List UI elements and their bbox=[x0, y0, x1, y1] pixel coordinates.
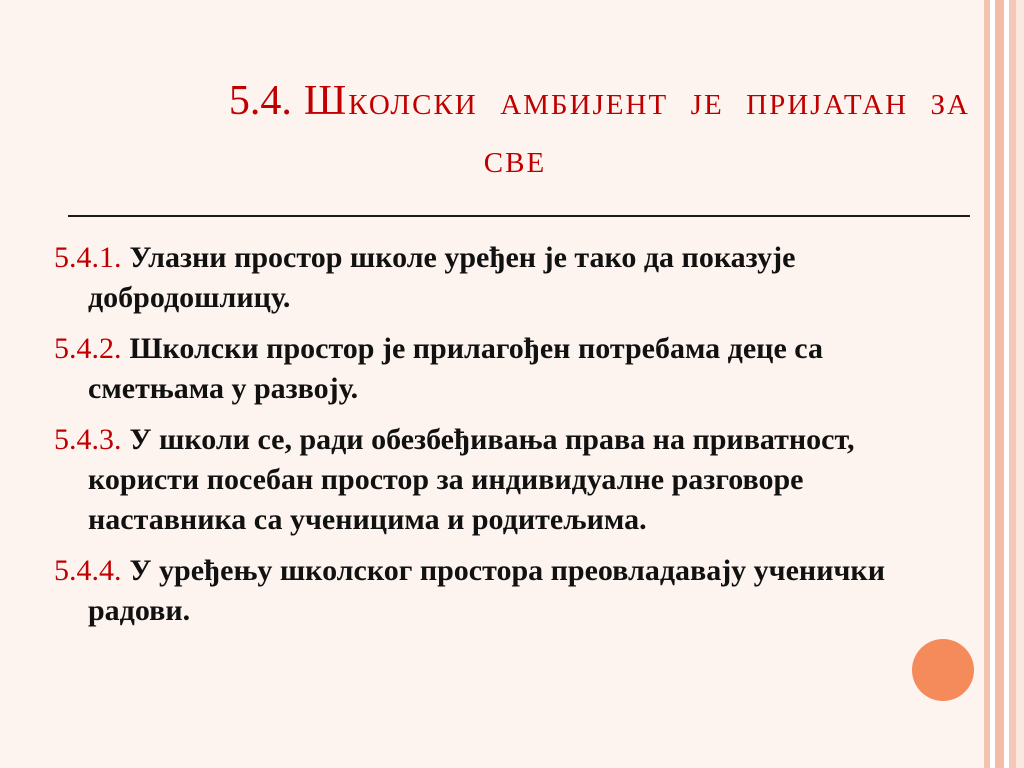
decorative-orb bbox=[912, 639, 974, 701]
criteria-text: Школски простор је прилагођен потребама деце са сметњама у развоју. bbox=[88, 332, 823, 405]
criteria-number: 5.4.1. bbox=[54, 241, 122, 274]
criteria-item bbox=[54, 551, 934, 631]
criteria-text: У уређењу школског простора преовладавају ученички радови. bbox=[88, 554, 885, 627]
title-text: Школски амбијент је пријатан за bbox=[303, 78, 970, 124]
decorative-stripe bbox=[1009, 0, 1016, 768]
title-line-1 bbox=[60, 72, 970, 130]
title-line-2: све bbox=[483, 136, 547, 182]
criteria-number: 5.4.3. bbox=[54, 423, 122, 456]
slide-title bbox=[60, 72, 970, 188]
title-number: 5.4. bbox=[228, 78, 292, 124]
title-underline bbox=[68, 215, 970, 217]
decorative-stripe bbox=[1016, 0, 1024, 768]
criteria-item bbox=[54, 238, 934, 318]
criteria-item bbox=[54, 329, 934, 409]
criteria-item bbox=[54, 420, 934, 540]
decorative-stripe bbox=[995, 0, 1004, 768]
criteria-text: У школи се, ради обезбеђивања права на приватност, користи посебан простор за индивидуалне разговоре наставника са ученицима и родитељима. bbox=[88, 423, 855, 536]
criteria-list bbox=[54, 238, 934, 642]
criteria-number: 5.4.4. bbox=[54, 554, 122, 587]
criteria-text: Улазни простор школе уређен је тако да показује добродошлицу. bbox=[88, 241, 796, 314]
criteria-number: 5.4.2. bbox=[54, 332, 122, 365]
